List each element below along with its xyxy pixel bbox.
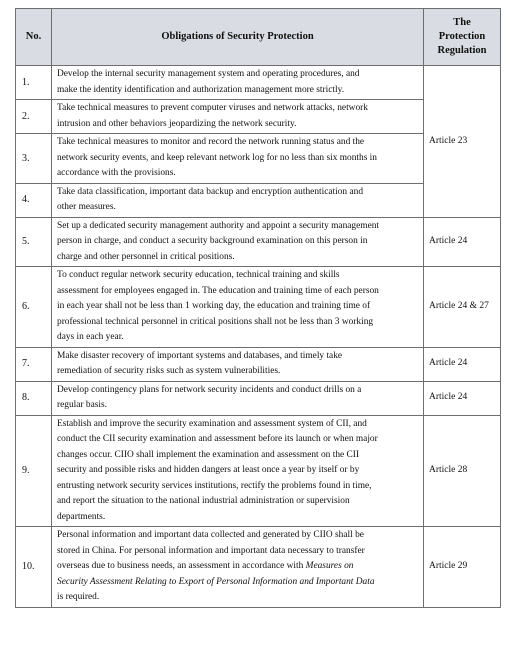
text-line: accordance with the provisions. (57, 168, 176, 178)
text-line: entrusting network security services institutions, rectify the problems found in time, (57, 480, 372, 491)
text-line: remediation of security risks such as system vulnerabilities. (57, 366, 281, 376)
text-line: Develop the internal security management system and operating procedures, and (57, 69, 360, 79)
text-line: charge and other personnel in critical positions. (57, 251, 235, 262)
row-number: 6. (16, 267, 52, 348)
text-line: Make disaster recovery of important systems and databases, and timely take (57, 350, 343, 361)
text-line: is required. (57, 592, 100, 602)
text-line: conduct the CII security examination and assessment before its launch or when major (57, 434, 378, 444)
row-regulation: Article 29 (424, 527, 501, 608)
table-row (16, 217, 501, 267)
text-line: security and possible risks and hidden dangers at least once a year by itself or by (57, 465, 360, 475)
text-line: person in charge, and conduct a security background examination on this person in (57, 236, 368, 246)
text-line (57, 575, 418, 591)
text-line: Set up a dedicated security management authority and appoint a security management (57, 220, 380, 231)
measure-title-italic: Measures on (305, 561, 354, 571)
row-obligation (52, 66, 424, 100)
row-number: 5. (16, 217, 52, 267)
row-regulation: Article 24 (424, 347, 501, 381)
text-line: make the identity identification and authorization management more strictly. (57, 84, 345, 95)
table-row (16, 347, 501, 381)
table-row (16, 527, 501, 608)
text-line: Personal information and important data collected and generated by CIIO shall be (57, 530, 364, 540)
row-obligation (52, 217, 424, 267)
header-regulation-line: Protection (438, 31, 486, 42)
row-number: 2. (16, 100, 52, 134)
text-line: days in each year. (57, 332, 124, 342)
row-obligation (52, 134, 424, 184)
text-line: other measures. (57, 202, 116, 212)
obligations-table (15, 8, 501, 608)
row-obligation (52, 347, 424, 381)
header-regulation (424, 9, 501, 66)
row-number: 3. (16, 134, 52, 184)
text-line: Take technical measures to monitor and record the network running status and the (57, 137, 365, 147)
page (15, 8, 500, 608)
text-line: Take technical measures to prevent computer viruses and network attacks, network (57, 103, 368, 113)
row-regulation: Article 23 (424, 66, 501, 218)
row-regulation: Article 24 & 27 (424, 267, 501, 348)
row-number: 7. (16, 347, 52, 381)
header-regulation-line: Regulation (437, 45, 487, 56)
text-line: regular basis. (57, 400, 107, 410)
text-line: stored in China. For personal information and important data necessary to transfer (57, 545, 365, 556)
text-line: To conduct regular network security education, technical training and skills (57, 270, 340, 280)
table-row (16, 415, 501, 527)
row-obligation (52, 415, 424, 527)
text-line: network security events, and keep relevant network log for no less than six months in (57, 152, 377, 163)
row-number: 8. (16, 381, 52, 415)
row-obligation (52, 100, 424, 134)
text-line: departments. (57, 511, 106, 522)
row-obligation (52, 381, 424, 415)
text-line: intrusion and other behaviors jeopardizing the network security. (57, 118, 297, 129)
text-line: professional technical personnel in critical positions shall not be less than 3 working (57, 316, 374, 327)
row-number: 1. (16, 66, 52, 100)
text-line: Take data classification, important data backup and encryption authentication and (57, 186, 364, 197)
measure-title-italic: Security Assessment Relating to Export of Personal Information and Important Data (57, 576, 375, 587)
row-regulation: Article 24 (424, 217, 501, 267)
row-obligation (52, 527, 424, 608)
table-row (16, 267, 501, 348)
text-line (57, 559, 418, 575)
row-regulation: Article 24 (424, 381, 501, 415)
table-header-row (16, 9, 501, 66)
text-line: in each year shall not be less than 1 working day, the education and training time of (57, 301, 371, 311)
text-line: Develop contingency plans for network security incidents and conduct drills on a (57, 384, 362, 395)
row-number: 10. (16, 527, 52, 608)
table-row (16, 66, 501, 100)
row-number: 9. (16, 415, 52, 527)
text-line: assessment for employees engaged in. The education and training time of each person (57, 285, 379, 296)
text-line: Establish and improve the security examination and assessment system of CII, and (57, 418, 367, 429)
table-row (16, 381, 501, 415)
header-regulation-line: The (453, 17, 471, 28)
row-regulation: Article 28 (424, 415, 501, 527)
text-segment: overseas due to business needs, an assessment in accordance with (57, 561, 304, 571)
header-obligations: Obligations of Security Protection (52, 9, 424, 66)
text-line: and report the situation to the national industrial administration or supervision (57, 496, 350, 506)
row-number: 4. (16, 183, 52, 217)
row-obligation (52, 267, 424, 348)
header-no: No. (16, 9, 52, 66)
text-line: changes occur. CIIO shall implement the examination and assessment on the CII (57, 449, 360, 460)
row-obligation (52, 183, 424, 217)
